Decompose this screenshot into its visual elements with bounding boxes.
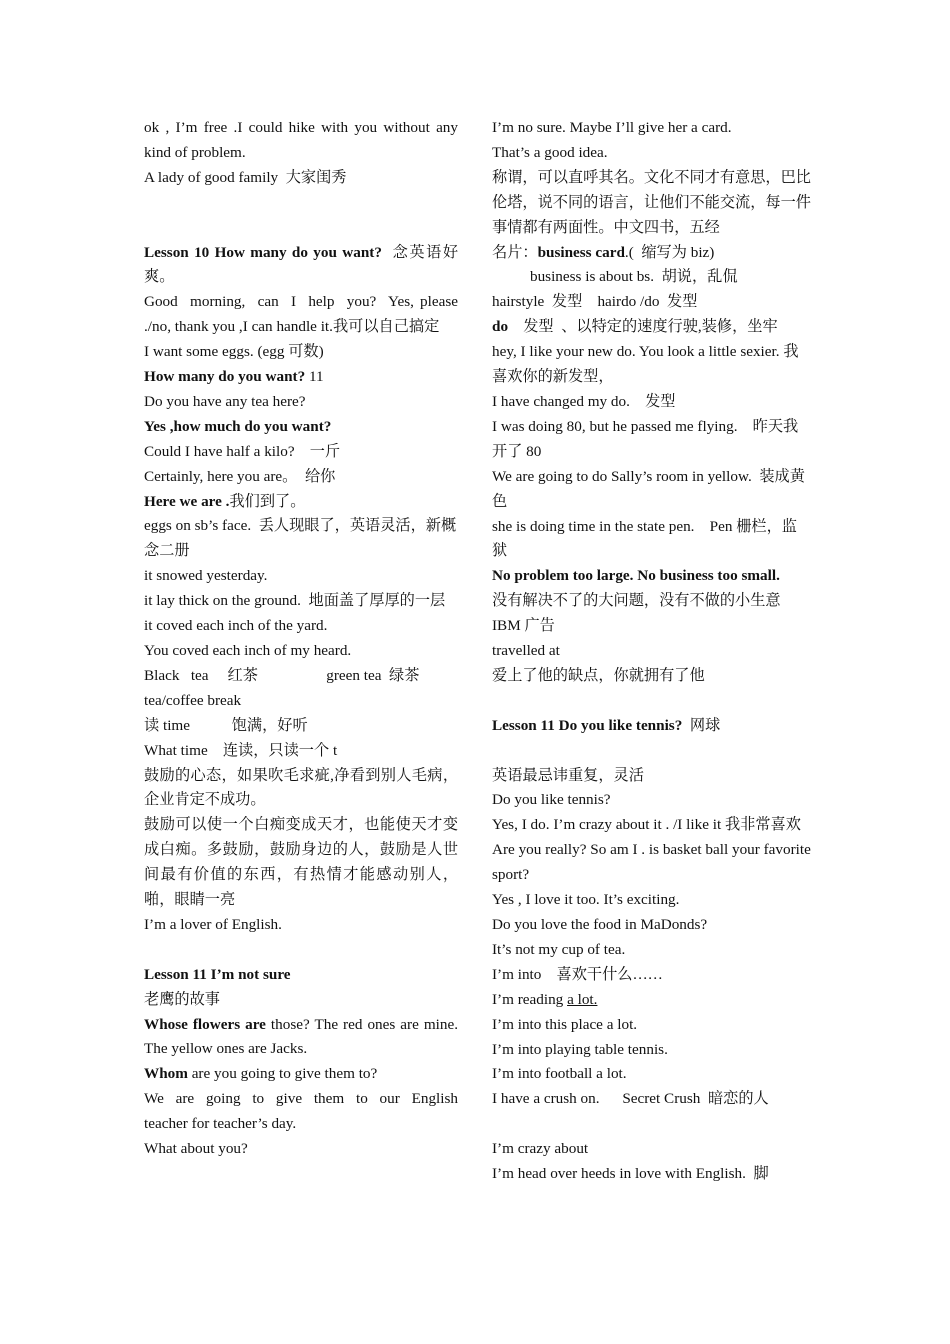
text-line: hey, I like your new do. You look a little sexier. 我喜欢你的新发型， xyxy=(492,343,799,386)
text-line: I’m no sure. Maybe I’ll give her a card. xyxy=(492,119,732,136)
text-line: 爱上了他的缺点，你就拥有了他 xyxy=(492,666,705,684)
text-line xyxy=(144,1062,458,1087)
text-line: I’m a lover of English. xyxy=(144,915,282,933)
plain-text: 我们到了。 xyxy=(229,492,306,510)
bold-text: do xyxy=(492,318,509,336)
text-line: it lay thick on the ground. 地面盖了厚厚的一层 xyxy=(144,592,446,610)
plain-text: those? The red ones are mine. The yellow ones are Jacks. xyxy=(144,1015,462,1058)
text-line: 称谓，可以直呼其名。文化不同才有意思，巴比伦塔，说不同的语言，让他们不能交流，每一件事情都有两面性。中文四书，五经 xyxy=(492,168,811,236)
underlined-text: a lot. xyxy=(567,990,598,1008)
text-line xyxy=(144,963,458,988)
text-line xyxy=(144,415,458,440)
text-line: Are you really? So am I . is basket ball your favorite sport? xyxy=(492,841,815,884)
text-line: Black tea 红茶 green tea 绿茶 xyxy=(144,666,420,684)
text-line: I’m head over heeds in love with English. 脚 xyxy=(492,1165,769,1183)
text-line: A lady of good family 大家闺秀 xyxy=(144,168,347,186)
text-line: That’s a good idea. xyxy=(492,143,608,161)
text-line xyxy=(492,714,812,739)
bold-text: business card xyxy=(537,243,625,261)
text-line xyxy=(492,988,812,1013)
text-line xyxy=(144,241,458,291)
text-line: Yes , I love it too. It’s exciting. xyxy=(492,891,680,909)
text-line: I have a crush on. Secret Crush 暗恋的人 xyxy=(492,1090,769,1108)
text-line: I’m into playing table tennis. xyxy=(492,1040,668,1058)
text-line: Do you like tennis? xyxy=(492,791,611,809)
text-line xyxy=(492,241,812,266)
text-line: 读 time 饱满，好听 xyxy=(144,716,308,734)
text-line xyxy=(492,315,812,340)
plain-text: 网球 xyxy=(682,716,721,734)
text-line: 老鹰的故事 xyxy=(144,990,220,1008)
text-line: I was doing 80, but he passed me flying. 昨天我开了 80 xyxy=(492,417,799,460)
blank-line xyxy=(144,216,458,241)
text-line: Could I have half a kilo? 一斤 xyxy=(144,442,341,460)
text-line: I’m into football a lot. xyxy=(492,1065,627,1083)
text-line: We are going to do Sally’s room in yellow. 装成黄色 xyxy=(492,467,805,510)
right-column xyxy=(492,116,815,1187)
text-line: 鼓励的心态，如果吹毛求疵,净看到别人毛病，企业肯定不成功。 xyxy=(144,766,458,809)
text-line: she is doing time in the state pen. Pen 栅栏，监狱 xyxy=(492,517,797,560)
text-line: ok , I’m free .I could hike with you without any kind of problem. xyxy=(144,119,462,161)
bold-text: Whose flowers are xyxy=(144,1015,266,1033)
text-line: business is about bs. 胡说，乱侃 xyxy=(492,268,738,286)
bold-text: Here we are . xyxy=(144,492,230,510)
text-line: You coved each inch of my heard. xyxy=(144,642,352,659)
text-line xyxy=(144,490,458,515)
plain-text: .( 缩写为 biz) xyxy=(624,243,715,261)
plain-text: I’m reading xyxy=(492,990,568,1008)
blank-line xyxy=(144,191,458,216)
plain-text: 念英语好爽。 xyxy=(144,243,459,286)
text-line: eggs on sb’s face. 丢人现眼了，英语灵活，新概念二册 xyxy=(144,517,457,560)
text-line: What about you? xyxy=(144,1140,248,1158)
blank-line xyxy=(492,739,812,764)
plain-text: are you going to give them to? xyxy=(187,1065,378,1083)
text-line: What time 连读，只读一个 t xyxy=(144,741,338,759)
bold-text: Lesson 11 I’m not sure xyxy=(144,965,291,983)
text-line: 鼓励可以使一个白痴变成天才，也能使天才变成白痴。多鼓励，鼓励身边的人，鼓励是人世间最有价值的东西，有热情才能感动别人，啪，眼睛一亮 xyxy=(144,816,458,909)
blank-line xyxy=(492,1112,812,1137)
text-line: It’s not my cup of tea. xyxy=(492,940,626,958)
bold-text: How many do you want? xyxy=(144,368,306,386)
text-line: I want some eggs. (egg 可数) xyxy=(144,343,324,361)
blank-line xyxy=(492,689,812,714)
text-line: I’m into this place a lot. xyxy=(492,1015,638,1033)
text-line: hairstyle 发型 hairdo /do 发型 xyxy=(492,293,698,311)
text-line: travelled at xyxy=(492,642,560,660)
text-line: 英语最忌讳重复，灵活 xyxy=(492,766,644,784)
text-line: it snowed yesterday. xyxy=(144,567,268,585)
text-line: I’m into 喜欢干什么…… xyxy=(492,965,663,983)
plain-text: 11 xyxy=(305,368,324,386)
text-line xyxy=(144,365,458,390)
text-line: Do you love the food in MaDonds? xyxy=(492,915,708,933)
bold-text: Yes ,how much do you want? xyxy=(144,417,332,435)
blank-line xyxy=(144,938,458,963)
bold-text: Whom xyxy=(144,1065,188,1083)
text-line: it coved each inch of the yard. xyxy=(144,617,328,635)
text-line: Yes, I do. I’m crazy about it . /I like it 我非常喜欢 xyxy=(492,816,801,834)
plain-text: 发型 、以特定的速度行驶,装修，坐牢 xyxy=(508,318,778,336)
bold-text: Lesson 10 How many do you want? xyxy=(144,243,382,261)
text-line xyxy=(144,1013,462,1063)
bold-text: Lesson 11 Do you like tennis? xyxy=(492,716,683,734)
text-line: 没有解决不了的大问题，没有不做的小生意 IBM 广告 xyxy=(492,592,785,635)
text-line: Good morning, can I help you? Yes, please ./no, thank you ,I can handle it.我可以自己搞定 xyxy=(144,293,462,336)
bold-text: No problem too large. No business too small. xyxy=(492,567,780,585)
text-line: tea/coffee break xyxy=(144,691,242,709)
plain-text: 名片： xyxy=(492,243,538,261)
text-line: Certainly, here you are。 给你 xyxy=(144,467,336,485)
text-line: I’m crazy about xyxy=(492,1140,589,1158)
text-line: I have changed my do. 发型 xyxy=(492,392,676,410)
text-line: Do you have any tea here? xyxy=(144,392,306,410)
text-line xyxy=(492,564,812,589)
text-line: We are going to give them to our English teacher for teacher’s day. xyxy=(144,1090,462,1133)
left-column xyxy=(144,116,462,1162)
